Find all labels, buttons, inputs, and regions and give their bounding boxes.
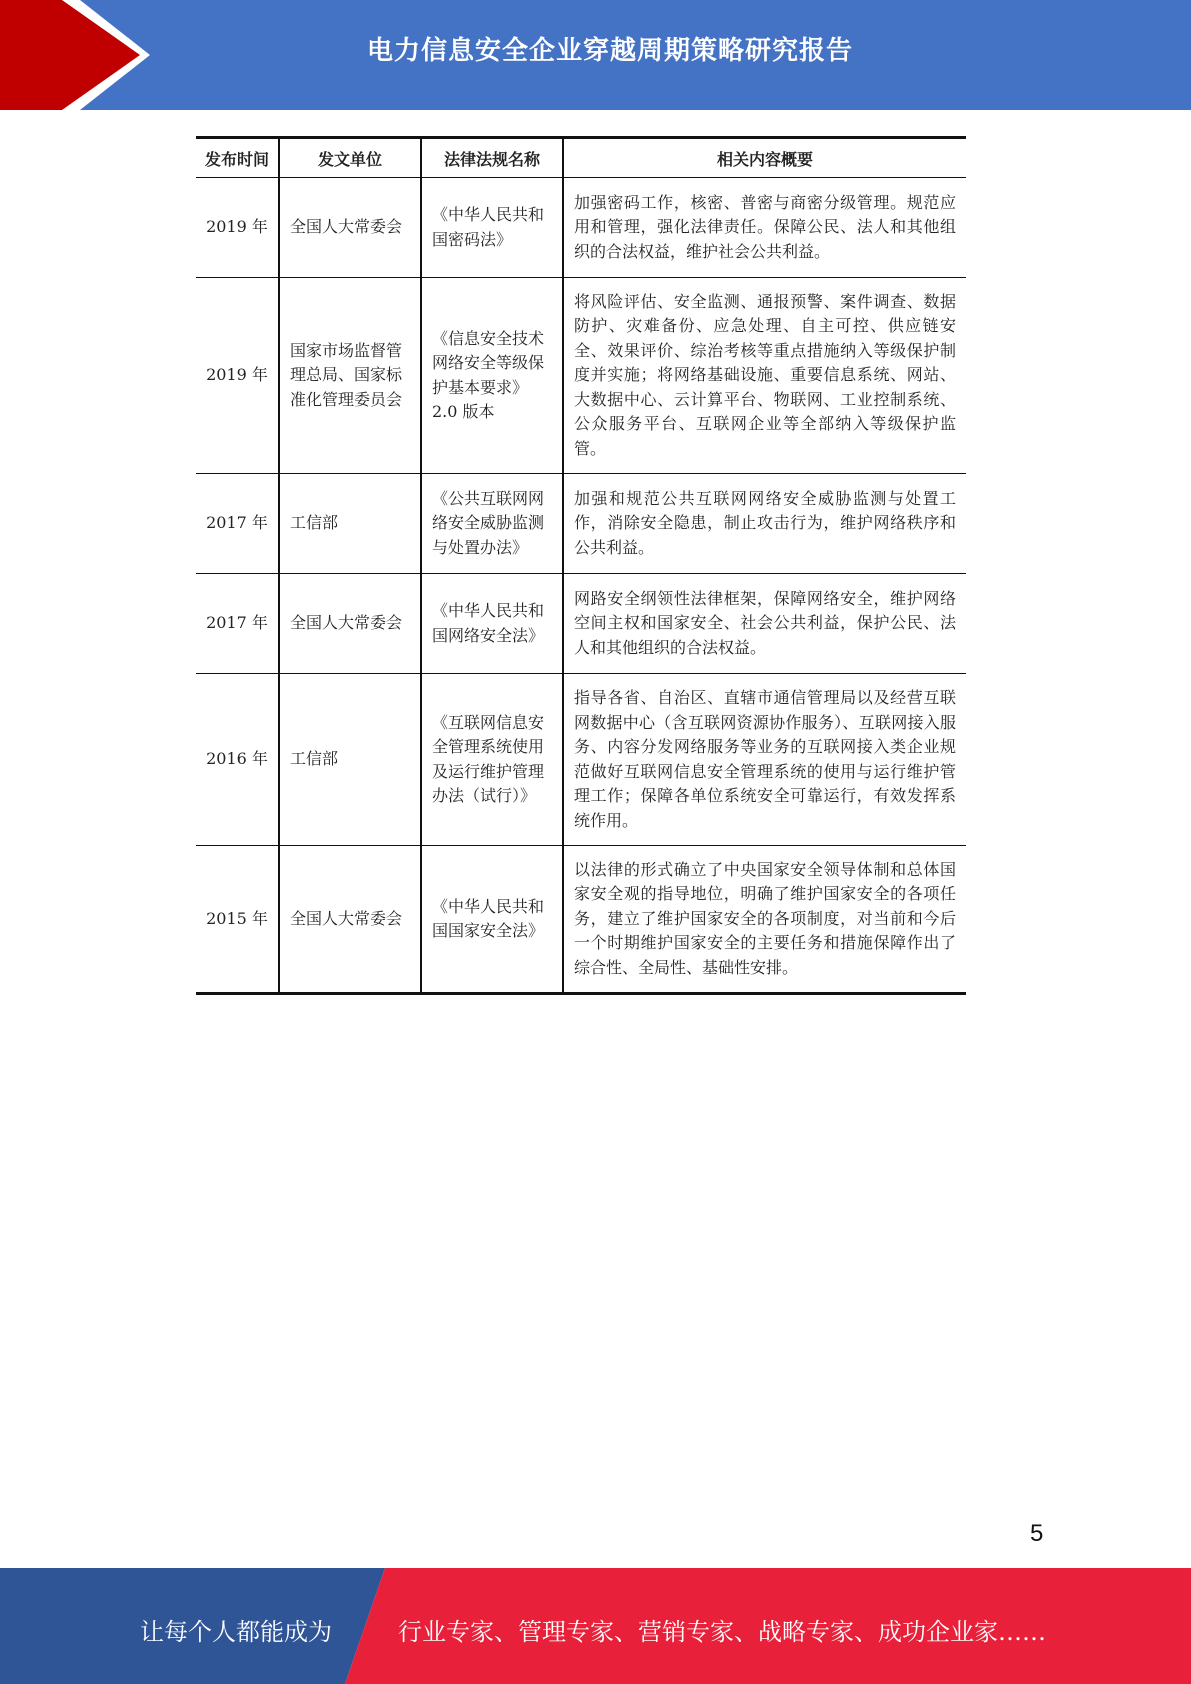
cell-issuer: 工信部 bbox=[279, 474, 421, 574]
cell-year: 2015 年 bbox=[196, 846, 279, 994]
table-row bbox=[196, 474, 966, 574]
table-header-row bbox=[196, 138, 966, 178]
page-number: 5 bbox=[1030, 1520, 1044, 1547]
cell-issuer: 国家市场监督管理总局、国家标准化管理委员会 bbox=[279, 278, 421, 474]
report-title: 电力信息安全企业穿越周期策略研究报告 bbox=[366, 36, 853, 66]
page-header bbox=[0, 0, 1191, 110]
cell-year: 2017 年 bbox=[196, 574, 279, 674]
cell-issuer: 全国人大常委会 bbox=[279, 846, 421, 994]
footer-slogan-left: 让每个人都能成为 bbox=[140, 1618, 332, 1646]
cell-law-name: 《互联网信息安全管理系统使用及运行维护管理办法（试行）》 bbox=[421, 674, 563, 846]
cell-summary: 加强密码工作，核密、普密与商密分级管理。规范应用和管理，强化法律责任。保障公民、法人和其他组织的合法权益，维护社会公共利益。 bbox=[563, 178, 966, 278]
table-row bbox=[196, 178, 966, 278]
header-law-name: 法律法规名称 bbox=[421, 138, 563, 178]
table-row bbox=[196, 574, 966, 674]
cell-summary: 加强和规范公共互联网网络安全威胁监测与处置工作，消除安全隐患，制止攻击行为，维护网络秩序和公共利益。 bbox=[563, 474, 966, 574]
cell-law-name: 《中华人民共和国国家安全法》 bbox=[421, 846, 563, 994]
cell-summary: 网路安全纲领性法律框架，保障网络安全，维护网络空间主权和国家安全、社会公共利益，保护公民、法人和其他组织的合法权益。 bbox=[563, 574, 966, 674]
cell-issuer: 全国人大常委会 bbox=[279, 178, 421, 278]
footer-slogan-right: 行业专家、管理专家、营销专家、战略专家、成功企业家…… bbox=[398, 1618, 1046, 1646]
header-issuer: 发文单位 bbox=[279, 138, 421, 178]
header-chevron-decoration bbox=[0, 0, 200, 110]
cell-issuer: 全国人大常委会 bbox=[279, 574, 421, 674]
cell-year: 2019 年 bbox=[196, 278, 279, 474]
cell-year: 2019 年 bbox=[196, 178, 279, 278]
table-row bbox=[196, 846, 966, 994]
regulations-table bbox=[196, 136, 966, 995]
cell-summary: 将风险评估、安全监测、通报预警、案件调查、数据防护、灾难备份、应急处理、自主可控、供应链安全、效果评价、综治考核等重点措施纳入等级保护制度并实施；将网络基础设施、重要信息系统、网站、大数据中心、云计算平台、物联网、工业控制系统、公众服务平台、互联网企业等全部纳入等级保护监管。 bbox=[563, 278, 966, 474]
cell-law-name: 《中华人民共和国密码法》 bbox=[421, 178, 563, 278]
cell-summary: 以法律的形式确立了中央国家安全领导体制和总体国家安全观的指导地位，明确了维护国家安全的各项任务，建立了维护国家安全的各项制度，对当前和今后一个时期维护国家安全的主要任务和措施保障作出了综合性、全局性、基础性安排。 bbox=[563, 846, 966, 994]
header-summary: 相关内容概要 bbox=[563, 138, 966, 178]
table-row bbox=[196, 674, 966, 846]
table-row bbox=[196, 278, 966, 474]
page-footer bbox=[0, 1568, 1191, 1684]
cell-issuer: 工信部 bbox=[279, 674, 421, 846]
cell-year: 2017 年 bbox=[196, 474, 279, 574]
cell-summary: 指导各省、自治区、直辖市通信管理局以及经营互联网数据中心（含互联网资源协作服务）、互联网接入服务、内容分发网络服务等业务的互联网接入类企业规范做好互联网信息安全管理系统的使用与运行维护管理工作；保障各单位系统安全可靠运行，有效发挥系统作用。 bbox=[563, 674, 966, 846]
cell-law-name: 《信息安全技术网络安全等级保护基本要求》2.0 版本 bbox=[421, 278, 563, 474]
header-release-time: 发布时间 bbox=[196, 138, 279, 178]
cell-year: 2016 年 bbox=[196, 674, 279, 846]
cell-law-name: 《中华人民共和国网络安全法》 bbox=[421, 574, 563, 674]
cell-law-name: 《公共互联网网络安全威胁监测与处置办法》 bbox=[421, 474, 563, 574]
